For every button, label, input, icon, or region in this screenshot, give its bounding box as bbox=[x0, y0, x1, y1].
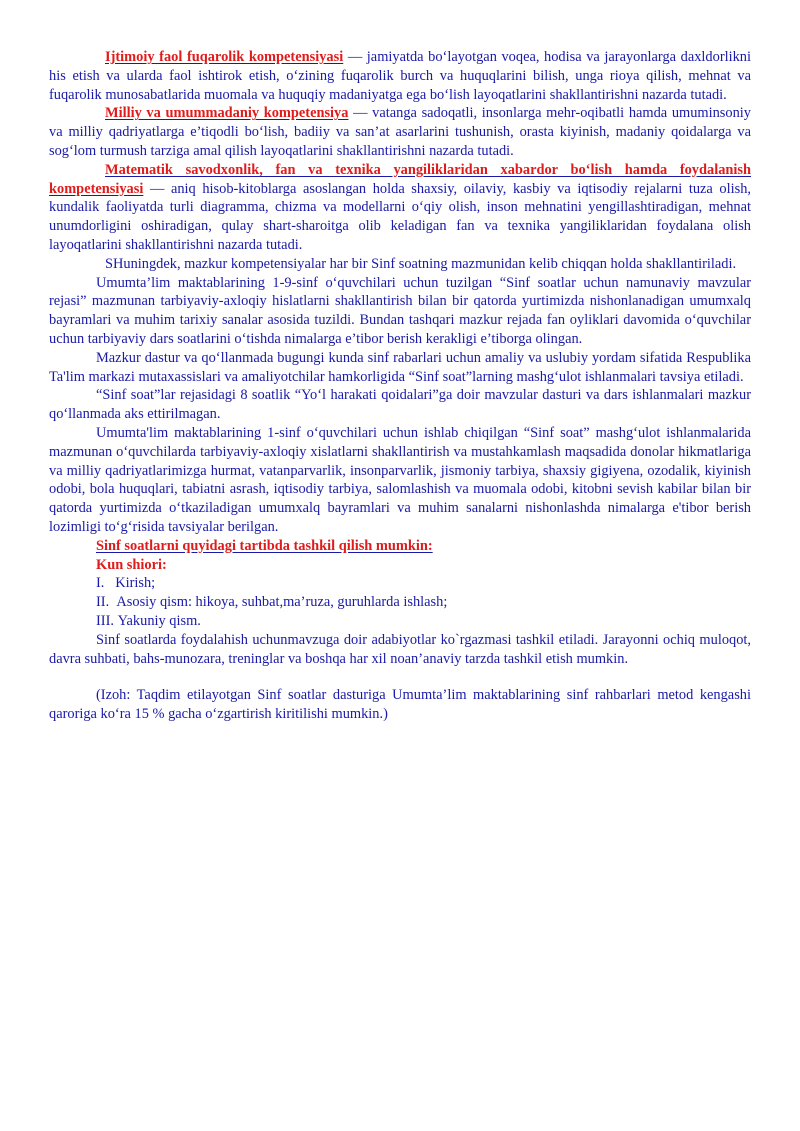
term-cultural-competence: Milliy va umummadaniy kompetensiya bbox=[105, 105, 349, 122]
heading-organization: Sinf soatlarni quyidagi tartibda tashkil qilish mumkin: bbox=[96, 537, 433, 554]
paragraph-civic-competence bbox=[49, 48, 751, 104]
list-item: I. Kirish; bbox=[96, 575, 156, 592]
definition-civic-competence: — jamiyatda bo‘layotgan voqea, hodisa va jarayonlarga daxldorlikni his etish va ularda faol ishtirok etish, o‘zining fuqarolik burch va huquqlarini bilish, unga rioya qilish, mehnat va fuqarolik munosabatlarida muomala va huquqiy madaniyatga ega bo‘lish layoqatlarini shakllantirishni nazarda tutadi. bbox=[49, 49, 751, 103]
paragraph-traffic-rules: “Sinf soat”lar rejasidagi 8 soatlik “Yo‘l harakati qoidalari”ga doir mavzular dasturi va dars ishlanmalari mazkur qo‘llanmada aks ettirilmagan. bbox=[49, 387, 751, 423]
paragraph-first-grade: Umumta'lim maktablarining 1-sinf o‘quvchilari uchun ishlab chiqilgan “Sinf soat” mashg‘ulot ishlanmalarida mazmunan o‘quvchilarda tarbiyaviy-axloqiy xislatlarni shakllantirish va mustahkamlash maqsadida donolar hikmatlariga va milliy qadriyatlarimizga hurmat, vatanparvarlik, insonparvarlik, jismoniy tarbiya, shaxsiy gigiyena, ozodalik, kiyinish odobi, bola huquqlari, tabiatni asrash, iqtisodiy tarbiya, salomlashish va muomala odobi, kitobni sevish kabilar bilan bir qatorda yurtimizda o‘tkaziladigan umumxalq bayramlari va muhim sanalarni nishonlashda nimalarga e'tibor berish lozimligi to‘g‘risida tavsiyalar berilgan. bbox=[49, 424, 751, 535]
paragraph-competence-summary: SHuningdek, mazkur kompetensiyalar har bir Sinf soatning mazmunidan kelib chiqqan holda shakllantiriladi. bbox=[105, 255, 737, 272]
paragraph-math-competence bbox=[49, 161, 751, 255]
list-item: III. Yakuniy qism. bbox=[96, 612, 201, 629]
term-civic-competence: Ijtimoiy faol fuqarolik kompetensiyasi bbox=[105, 49, 344, 65]
paragraph-plan-description: Umumta’lim maktablarining 1-9-sinf o‘quvchilari uchun tuzilgan “Sinf soatlar uchun namunaviy mavzular rejasi” mazmunan tarbiyaviy-axloqiy hislatlarni shakllantirish bilan bir qatorda yurtimizda nishonlanadigan umumxalq bayramlari va muhim tarixiy sanalar asosida tuzildi. Bundan tashqari mazkur rejada fan oyliklari davomida o‘quvchilar uchun tarbiyaviy dars soatlarini o‘tishda nimalarga e’tibor berish kerakligi e’tiborga olingan. bbox=[49, 274, 751, 347]
definition-math-competence: — aniq hisob-kitoblarga asoslangan holda shaxsiy, oilaviy, kasbiy va iqtisodiy rejalarni tuza olish, kundalik faoliyatda turli diagramma, chizma va modellarni o‘qiy olish, inson mehnatini yengillashtiradigan, mehnat unumdorligini oshiradigan, qulay shart-sharoitga olib keladigan fan va texnika yangiliklaridan foydalana olish layoqatlarini shakllantirishni nazarda tutadi. bbox=[49, 180, 751, 253]
paragraph-manual-description: Mazkur dastur va qo‘llanmada bugungi kunda sinf rabarlari uchun amaliy va uslubiy yordam sifatida Respublika Ta'lim markazi mutaxassislari va amaliyotchilar hamkorligida “Sinf soat”larning mashg‘ulot ishlanmalari tavsiya etiladi. bbox=[49, 349, 751, 385]
paragraph-exhibition: Sinf soatlarda foydalahish uchunmavzuga doir adabiyotlar ko`rgazmasi tashkil etiladi. Jarayonni ochiq muloqot, davra suhbati, bahs-munozara, treninglar va boshqa har xil noan’anaviy tarzda tashkil etish mumkin. bbox=[49, 631, 751, 667]
list-item: II. Asosiy qism: hikoya, suhbat,ma’ruza, guruhlarda ishlash; bbox=[96, 594, 448, 611]
paragraph-cultural-competence bbox=[49, 104, 751, 160]
term-math-competence: Matematik savodxonlik, fan va texnika yangiliklaridan xabardor bo‘lish hamda foydalanish kompetensiyasi bbox=[49, 161, 751, 197]
paragraph-note: (Izoh: Taqdim etilayotgan Sinf soatlar dasturiga Umumta’lim maktablarining sinf rahbarlari metod kengashi qaroriga ko‘ra 15 % gacha o‘zgartirish kiritilishi mumkin.) bbox=[49, 687, 751, 723]
definition-cultural-competence: — vatanga sadoqatli, insonlarga mehr-oqibatli hamda umuminsoniy va milliy qadriyatlarga e’tiqodli bo‘lish, badiiy va san’at asarlarini tushunish, orasta kiyinish, madaniy qoidalarga va sog‘lom turmush tarziga amal qilish layoqatlarini shakllantirishni nazarda tutadi. bbox=[49, 105, 751, 159]
structure-list bbox=[49, 574, 751, 630]
heading-motto: Kun shiori: bbox=[96, 556, 167, 573]
